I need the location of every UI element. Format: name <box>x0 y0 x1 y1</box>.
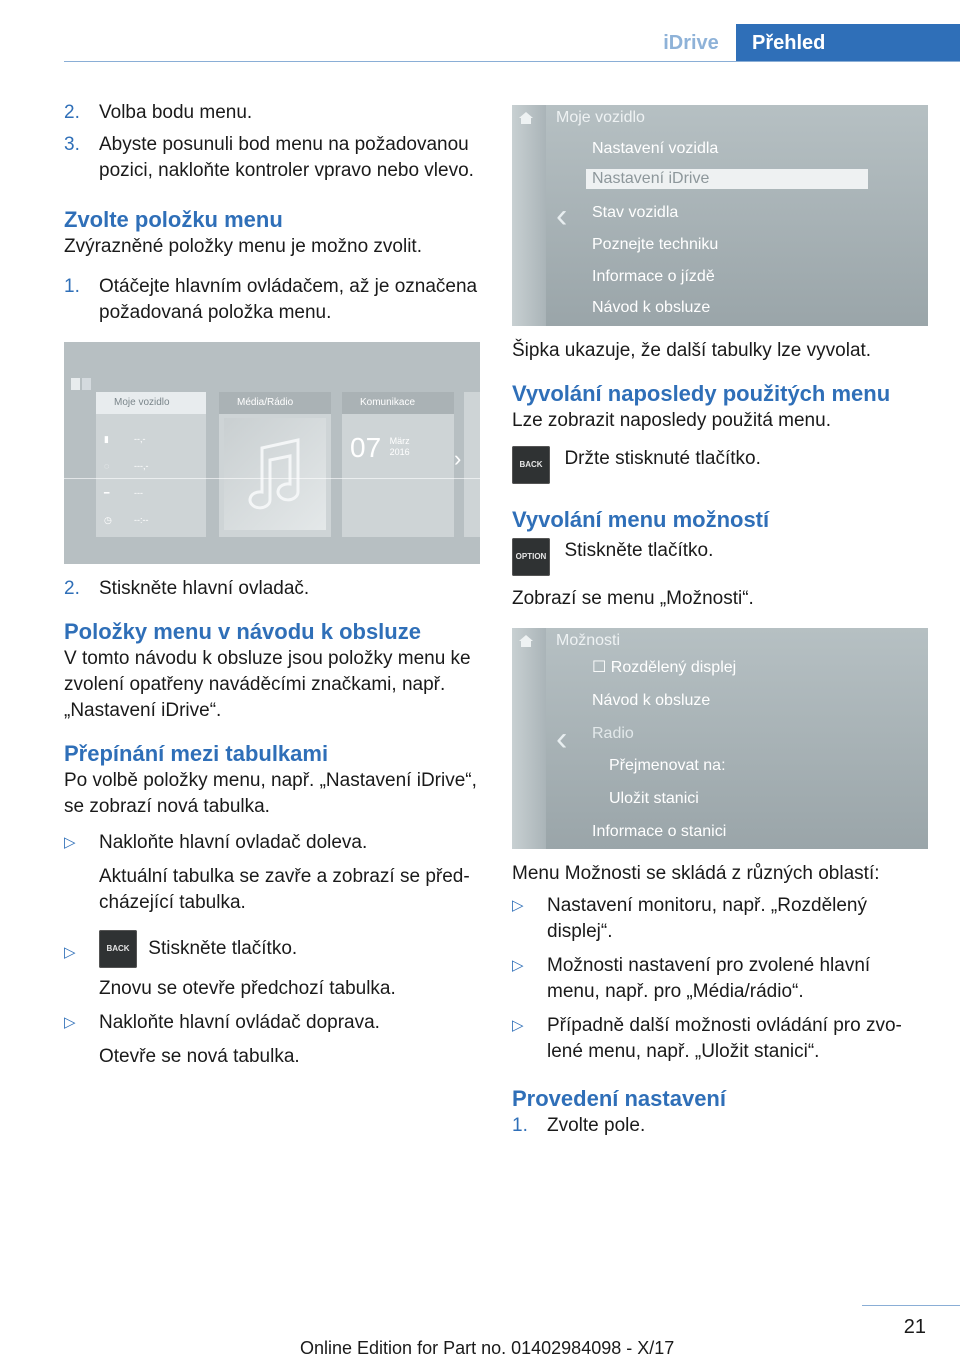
menu-item: Nastavení vozidla <box>592 140 719 157</box>
bullet-subtext: Aktuální tabulka se zavře a zobrazí se předcházející tabulka. <box>99 866 470 913</box>
menu-item: Uložit stanici <box>609 790 699 807</box>
tile-partial <box>464 392 480 537</box>
menu-section-label: Radio <box>592 725 634 742</box>
status-value: --,- <box>134 434 146 444</box>
section-tab: Přehled <box>736 24 960 62</box>
vehicle-status-rows: ▮ --,- ◌ ---,- ━ --- ◷ --:-- <box>104 434 149 525</box>
bullet-item <box>64 1010 480 1070</box>
paragraph-manual-items: V tomto návodu k obsluze jsou položky menu ke zvolení opatřeny naváděcími značkami, např. „Nastavení iDrive“. <box>64 648 471 721</box>
step-text: Stiskněte hlavní ovladač. <box>99 578 310 599</box>
step-number: 3. <box>64 134 80 155</box>
paragraph-arrow: Šipka ukazuje, že další tabulky lze vyvolat. <box>512 340 872 361</box>
bullet-item <box>64 930 480 1002</box>
music-note-icon <box>224 418 326 530</box>
chevron-left-icon: ‹ <box>556 196 568 235</box>
step-number: 2. <box>64 102 80 123</box>
menu-title: Možnosti <box>556 632 621 649</box>
menu-item: Informace o jízdě <box>592 268 715 285</box>
menu-item: Návod k obsluze <box>592 692 711 709</box>
step-text: Zvolte pole. <box>547 1115 646 1136</box>
page-number: 21 <box>903 1316 926 1338</box>
step-number: 1. <box>64 276 80 297</box>
instruction-text: Držte stisknuté tlačítko. <box>564 448 761 469</box>
chapter-tab: iDrive <box>663 32 719 54</box>
step-item <box>64 100 480 126</box>
step-number: 1. <box>512 1115 528 1136</box>
date-day: 07 <box>350 432 382 463</box>
my-vehicle-menu-image <box>512 105 928 326</box>
tile-title: Komunikace <box>342 392 454 414</box>
press-option-instruction <box>512 538 928 576</box>
divider-line <box>64 478 480 479</box>
bullet-text: Případně další možnosti ovládání pro zvolené menu, např. „Uložit stanici“. <box>547 1015 902 1062</box>
step-text: Abyste posunuli bod menu na požadovanou pozici, nakloňte kontroler vpravo nebo vlevo. <box>99 134 474 181</box>
step-text: Otáčejte hlavním ovládačem, až je označena požadovaná položka menu. <box>99 276 478 323</box>
bullet-text: Možnosti nastavení pro zvolené hlavní menu, např. pro „Média/rádio“. <box>547 955 871 1002</box>
status-value: --- <box>134 488 143 498</box>
heading-recent-menus: Vyvolání naposledy použitých menu <box>512 381 891 406</box>
step-text: Volba bodu menu. <box>99 102 253 123</box>
paragraph-select-item: Zvýrazněné položky menu je možno zvolit. <box>64 236 422 257</box>
heading-switch-tables: Přepínání mezi tabulkami <box>64 741 329 766</box>
tile-title: Média/Rádio <box>219 392 331 414</box>
triangle-bullet-icon: ▷ <box>64 944 76 961</box>
options-menu-image <box>512 628 928 849</box>
chevron-right-icon: › <box>454 446 462 471</box>
tile-title: Moje vozidlo <box>96 392 206 414</box>
menu-title: Moje vozidlo <box>556 109 645 126</box>
split-screen-icon <box>70 376 92 392</box>
step-item <box>64 576 480 602</box>
step-item <box>512 1113 928 1139</box>
step-item <box>64 274 480 326</box>
bullet-text: Nastavení monitoru, např. „Rozdělený displej“. <box>547 895 867 942</box>
idrive-main-screen-image <box>64 342 480 564</box>
paragraph-option-areas: Menu Možnosti se skládá z různých oblastí: <box>512 863 880 884</box>
step-number: 2. <box>64 578 80 599</box>
side-strip <box>512 105 546 326</box>
back-button-icon: BACK <box>512 446 550 484</box>
edition-note: Online Edition for Part no. 01402984098 - X/17 <box>300 1338 675 1358</box>
triangle-bullet-icon: ▷ <box>512 957 524 974</box>
back-button-icon: BACK <box>99 930 137 968</box>
bullet-item <box>512 953 928 1005</box>
bullet-text: Nakloňte hlavní ovladač doleva. <box>99 832 368 853</box>
date-display <box>350 432 410 464</box>
home-icon <box>518 634 534 648</box>
date-month: März <box>389 436 410 446</box>
paragraph-switch-tables: Po volbě položky menu, např. „Nastavení iDrive“, se zobrazí nová tabulka. <box>64 770 477 817</box>
header-rule <box>64 61 960 62</box>
heading-options-menu: Vyvolání menu možností <box>512 507 770 532</box>
paragraph-recent-menus: Lze zobrazit naposledy použitá menu. <box>512 410 831 431</box>
menu-item: Poznejte techniku <box>592 236 719 253</box>
hold-back-instruction <box>512 446 928 484</box>
menu-item: ☐ Rozdělený displej <box>592 659 737 676</box>
menu-item: Přejmenovat na: <box>609 757 726 774</box>
chevron-left-icon: ‹ <box>556 719 568 758</box>
menu-item: Stav vozidla <box>592 204 679 221</box>
bullet-text: Stiskněte tlačítko. <box>148 938 298 959</box>
heading-manual-items: Položky menu v návodu k obsluze <box>64 619 421 644</box>
triangle-bullet-icon: ▷ <box>64 1014 76 1031</box>
footer-rule <box>862 1305 960 1306</box>
home-icon <box>518 111 534 125</box>
triangle-bullet-icon: ▷ <box>64 834 76 851</box>
right-column <box>512 105 928 1145</box>
menu-item: Návod k obsluze <box>592 299 711 316</box>
bullet-subtext: Znovu se otevře předchozí tabulka. <box>99 978 396 999</box>
menu-item-selected: Nastavení iDrive <box>586 169 868 189</box>
step-item <box>64 132 480 184</box>
menu-item: Informace o stanici <box>592 823 727 840</box>
heading-select-item: Zvolte položku menu <box>64 207 283 232</box>
bullet-subtext: Otevře se nová tabulka. <box>99 1046 300 1067</box>
heading-make-settings: Provedení nastavení <box>512 1086 726 1111</box>
bullet-item <box>512 893 928 945</box>
bullet-item <box>64 830 480 916</box>
option-button-icon: OPTION <box>512 538 550 576</box>
triangle-bullet-icon: ▷ <box>512 897 524 914</box>
bullet-text: Nakloňte hlavní ovládač doprava. <box>99 1012 380 1033</box>
triangle-bullet-icon: ▷ <box>512 1017 524 1034</box>
status-value: --:-- <box>134 515 149 525</box>
instruction-text: Stiskněte tlačítko. <box>564 540 714 561</box>
left-column <box>64 100 480 1078</box>
bullet-item <box>512 1013 928 1065</box>
paragraph-options-shown: Zobrazí se menu „Možnosti“. <box>512 588 754 609</box>
status-value: ---,- <box>134 461 149 471</box>
date-year: 2016 <box>389 447 410 457</box>
side-strip <box>512 628 546 849</box>
